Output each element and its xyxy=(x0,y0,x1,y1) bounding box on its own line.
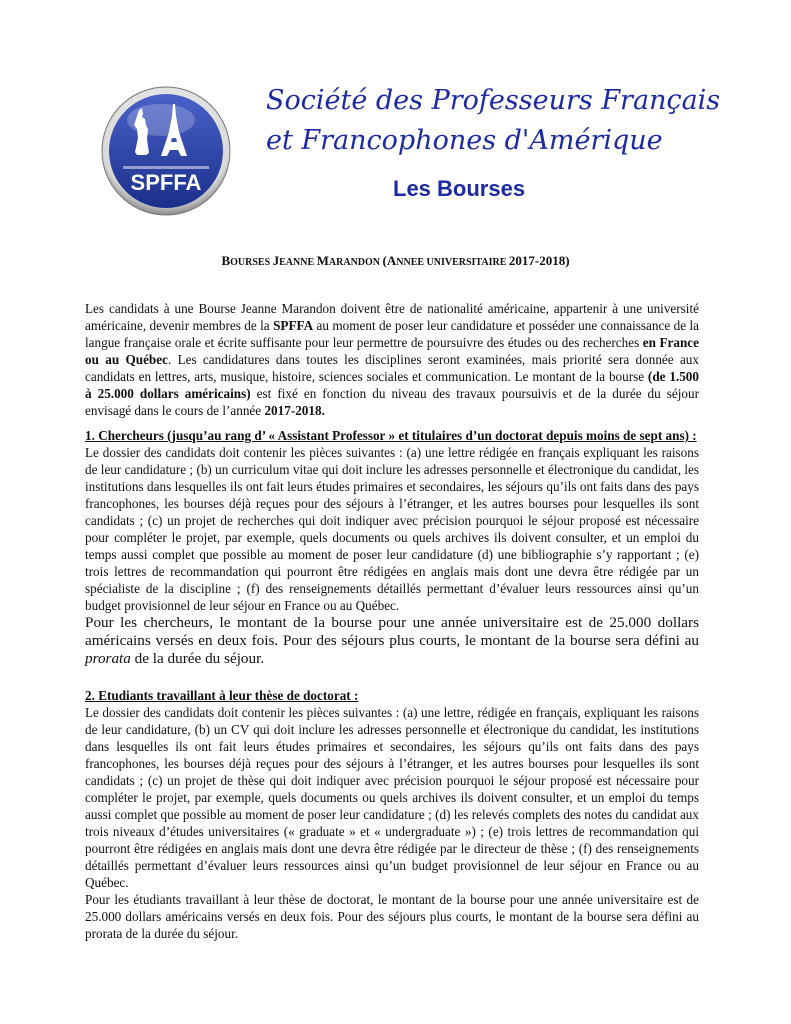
section-2-body: Le dossier des candidats doit contenir les pièces suivantes : (a) une lettre, rédigée en français, expliquant les raisons de leur candidature, (b) un CV qui doit inclure les adresses personnelle et électronique du candidat, les institutions dans lesquelles ils ont fait leurs études primaires et secondaires, les séjours qu’ils ont faits dans des pays francophones, les bourses déjà reçues pour des séjours à l’étranger, et les autres bourses pour lesquelles ils sont candidats ; (c) un projet de thèse qui doit indiquer avec précision pourquoi le séjour proposé est nécessaire pour compléter le projet, par exemple, quels documents ou quels archives ils doivent consulter, et un emploi du temps aussi complet que possible au moment de poser leur candidature ; (d) les relevés complets des notes du candidat aux trois niveaux d’études universitaires (« graduate » et « undergraduate ») ; (e) trois lettres de recommandation qui pourront être rédigées en anglais mais dont une devra être rédigée par le directeur de thèse ; (f) des renseignements détaillés permettant d’évaluer leurs ressources ainsi qu’un budget provisionnel de leur séjour en France ou au Québec. xyxy=(85,705,699,890)
doc-heading: BOURSES JEANNE MARANDON (ANNEE UNIVERSITAIRE 2017-2018) xyxy=(221,253,570,268)
spffa-logo xyxy=(101,86,231,216)
section-1-amount: Pour les chercheurs, le montant de la bourse pour une année universitaire est de 25.000 dollars américains versés en deux fois. Pour des séjours plus courts, le montant de la bourse sera défini au prorata de la durée du séjour. xyxy=(85,614,699,667)
section-1-body: Le dossier des candidats doit contenir les pièces suivantes : (a) une lettre rédigée en français expliquant les raisons de leur candidature ; (b) un curriculum vitae qui doit inclure les adresses personnelle et électronique du candidat, les institutions dans lesquelles ils ont fait leurs études primaires et secondaires, les séjours qu’ils ont faits dans des pays francophones, les bourses déjà reçues pour des séjours à l’étranger, et les autres bourses pour lesquelles ils sont candidats ; (c) un projet de recherches qui doit indiquer avec précision pourquoi le séjour proposé est nécessaire pour compléter le projet, par exemple, quels documents ou quels archives ils doivent consulter, et un emploi du temps aussi complet que possible au moment de poser leur candidature (d) une bibliographie s’y rapportant ; (e) trois lettres de recommandation qui pourront être rédigées en anglais mais dont une devra être rédigée par un spécialiste de la discipline ; (f) des renseignements détaillés permettant d’évaluer leurs ressources ainsi qu’un budget provisionnel de leur séjour en France ou au Québec. xyxy=(85,445,699,613)
section-2 xyxy=(85,687,699,942)
org-title-line1: Société des Professeurs Français xyxy=(266,85,721,116)
logo-text: SPFFA xyxy=(130,170,202,195)
org-title-line2: et Francophones d'Amérique xyxy=(266,125,663,156)
section-1-title: 1. Chercheurs (jusqu’au rang d’ « Assistant Professor » et titulaires d’un doctorat depuis moins de sept ans) : xyxy=(85,428,697,443)
section-title: Les Bourses xyxy=(393,176,526,201)
intro-paragraph: Les candidats à une Bourse Jeanne Marandon doivent être de nationalité américaine, appartenir à une université américaine, devenir membres de la SPFFA au moment de poser leur candidature et posséder une connaissance de la langue française orale et écrite suffisante pour leur permettre de poursuivre des études ou des recherches en France ou au Québec. Les candidatures dans toutes les disciplines seront examinées, mais priorité sera donnée aux candidats en lettres, arts, musique, histoire, sciences sociales et communication. Le montant de la bourse (de 1.500 à 25.000 dollars américains) est fixé en fonction du niveau des travaux poursuivis et de la durée du séjour envisagé dans le cours de l’année 2017-2018. xyxy=(85,301,700,418)
section-2-title: 2. Etudiants travaillant à leur thèse de doctorat : xyxy=(85,688,359,703)
section-2-amount: Pour les étudiants travaillant à leur thèse de doctorat, le montant de la bourse pour une année universitaire est de 25.000 dollars américains versés en deux fois. Pour des séjours plus courts, le montant de la bourse sera défini au prorata de la durée du séjour. xyxy=(85,892,699,941)
section-1 xyxy=(85,427,699,668)
